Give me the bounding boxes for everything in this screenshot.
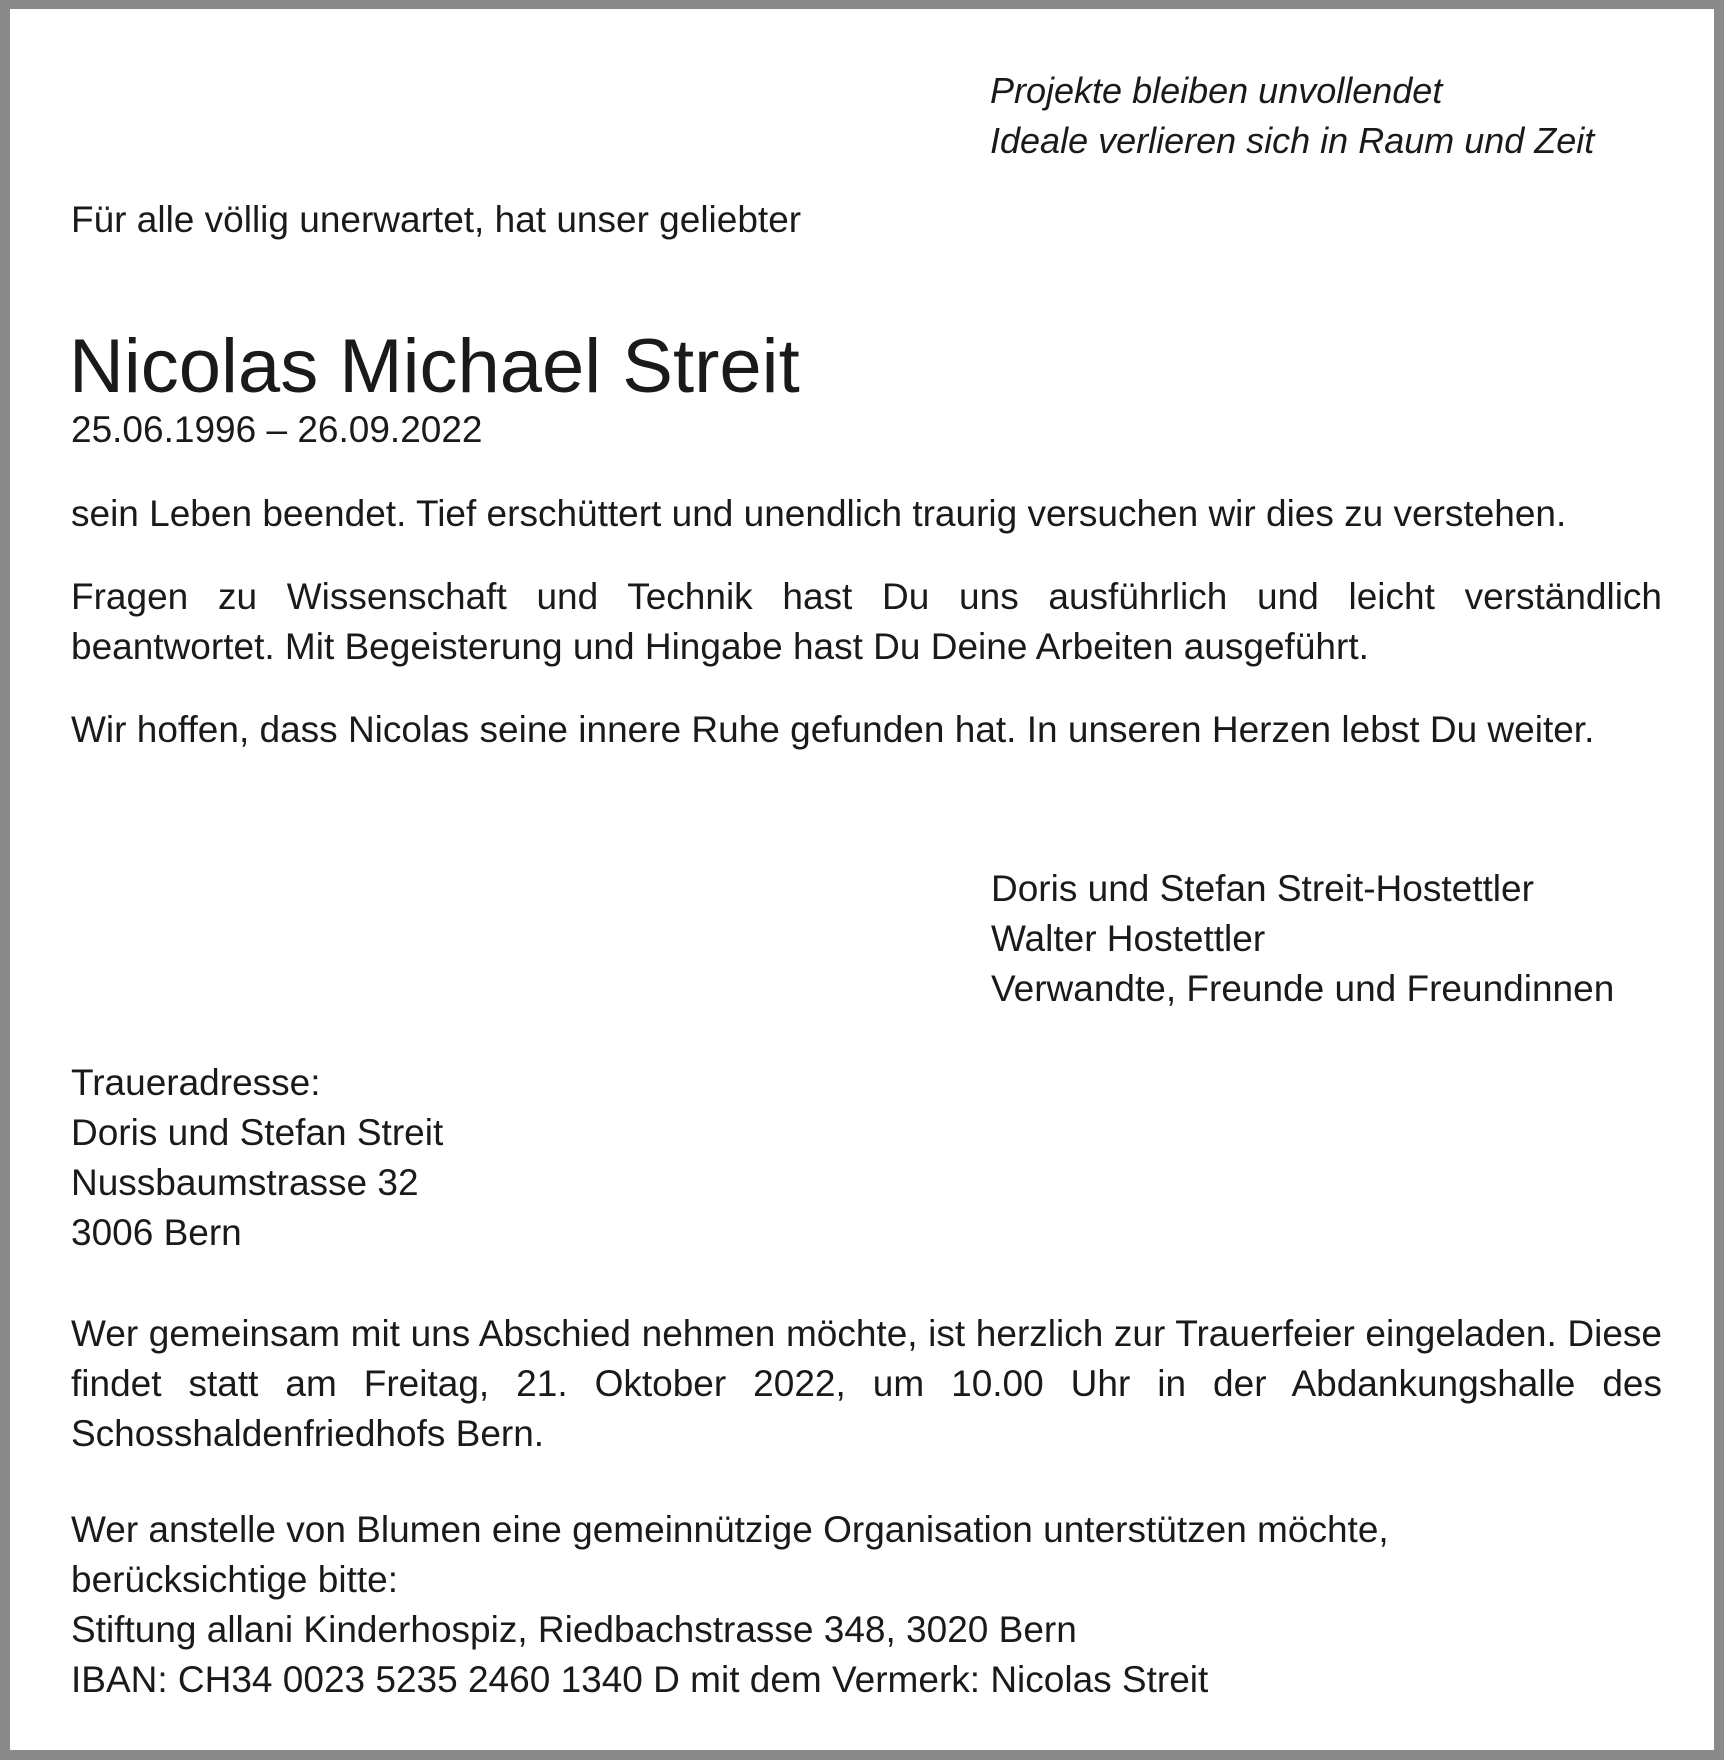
mourners-list — [991, 864, 1614, 1014]
donation-line-1: Wer anstelle von Blumen eine gemeinnützige Organisation unterstützen möchte, — [71, 1509, 1389, 1550]
paragraph-science: Fragen zu Wissenschaft und Technik hast Du uns ausführlich und leicht verständlich beantwortet. Mit Begeisterung und Hingabe hast Du Deine Arbeiten ausgeführt. — [71, 576, 1662, 667]
mourning-address — [71, 1058, 443, 1258]
paragraph-life-ended: sein Leben beendet. Tief erschüttert und unendlich traurig versuchen wir dies zu verstehen. — [71, 493, 1567, 534]
donation-line-4: IBAN: CH34 0023 5235 2460 1340 D mit dem Vermerk: Nicolas Streit — [71, 1659, 1209, 1700]
mourner-1: Doris und Stefan Streit-Hostettler — [991, 868, 1534, 909]
deceased-name: Nicolas Michael Streit — [69, 324, 800, 409]
mourner-2: Walter Hostettler — [991, 918, 1266, 959]
address-name: Doris und Stefan Streit — [71, 1112, 444, 1153]
address-street: Nussbaumstrasse 32 — [71, 1162, 419, 1203]
motto-quote — [990, 66, 1594, 166]
motto-line-1: Projekte bleiben unvollendet — [990, 70, 1443, 111]
address-city: 3006 Bern — [71, 1212, 242, 1253]
life-dates: 25.06.1996 – 26.09.2022 — [71, 409, 483, 450]
paragraph-hope: Wir hoffen, dass Nicolas seine innere Ruhe gefunden hat. In unseren Herzen lebst Du weiter. — [71, 709, 1595, 750]
donation-line-2: berücksichtige bitte: — [71, 1559, 399, 1600]
intro-text: Für alle völlig unerwartet, hat unser geliebter — [71, 199, 802, 240]
donation-line-3: Stiftung allani Kinderhospiz, Riedbachstrasse 348, 3020 Bern — [71, 1609, 1077, 1650]
obituary-page — [10, 9, 1714, 1750]
ceremony-info: Wer gemeinsam mit uns Abschied nehmen möchte, ist herzlich zur Trauerfeier eingeladen. Diese findet statt am Freitag, 21. Oktober 2022, um 10.00 Uhr in der Abdankungshalle des Schosshaldenfriedhofs Bern. — [71, 1313, 1662, 1454]
address-label: Traueradresse: — [71, 1062, 321, 1103]
motto-line-2: Ideale verlieren sich in Raum und Zeit — [990, 120, 1595, 161]
mourner-3: Verwandte, Freunde und Freundinnen — [991, 968, 1615, 1009]
donation-info — [71, 1505, 1389, 1705]
